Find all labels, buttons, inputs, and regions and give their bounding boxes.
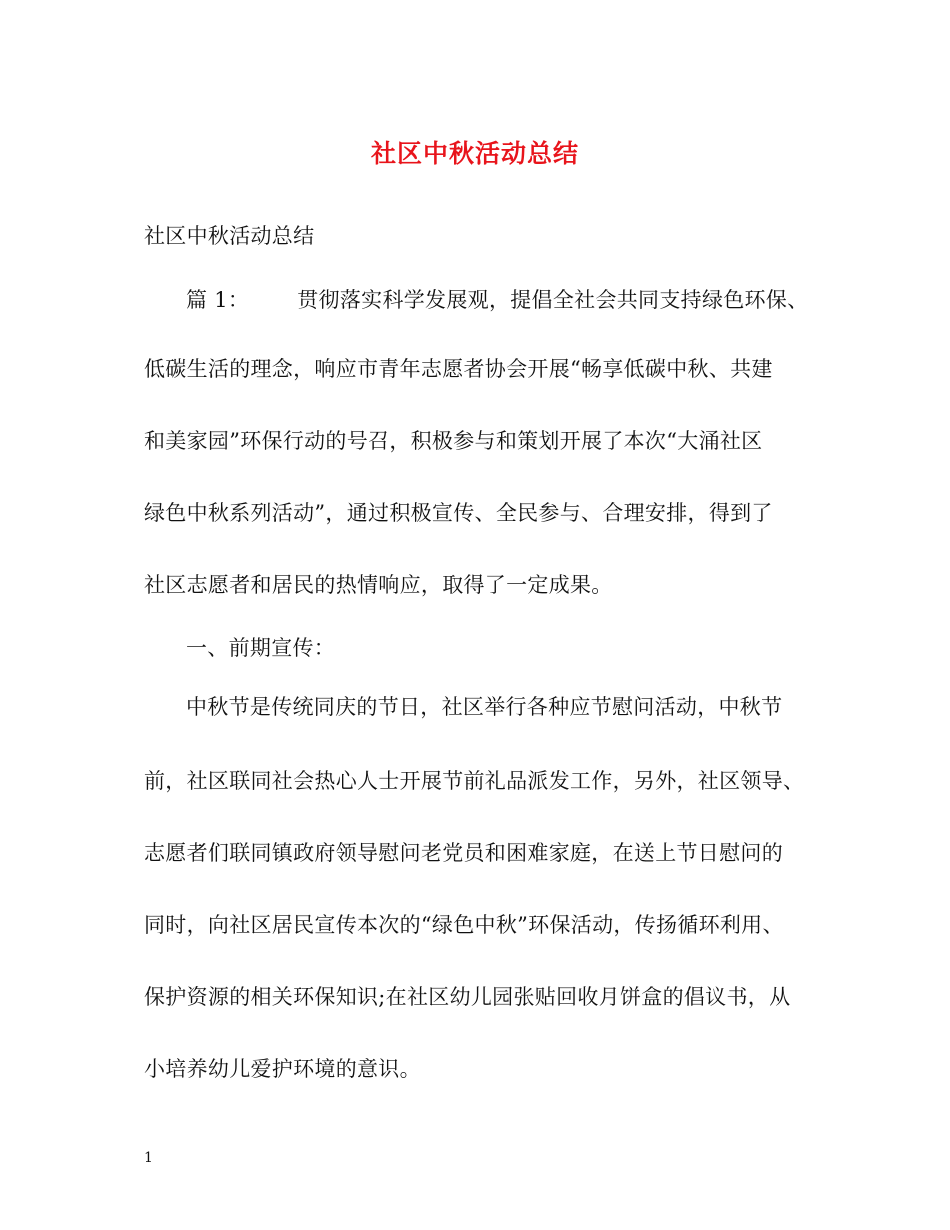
paragraph-line: 绿色中秋系列活动”，通过积极宣传、全民参与、合理安排，得到了 (144, 501, 773, 525)
paragraph-line: 社区志愿者和居民的热情响应，取得了一定成果。 (144, 573, 613, 597)
paragraph-line (186, 290, 808, 311)
paragraph-line: 保护资源的相关环保知识;在社区幼儿园张贴回收月饼盒的倡议书，从 (144, 985, 791, 1009)
paragraph-line: 小培养幼儿爱护环境的意识。 (144, 1057, 421, 1081)
paragraph-line: 志愿者们联同镇政府领导慰问老党员和困难家庭，在送上节日慰问的 (144, 841, 783, 865)
article-label: 篇 1： (186, 288, 250, 312)
paragraph-line: 和美家园”环保行动的号召，积极参与和策划开展了本次“大涌社区 (144, 429, 763, 453)
document-title: 社区中秋活动总结 (370, 139, 579, 168)
paragraph-line: 中秋节是传统同庆的节日，社区举行各种应节慰问活动，中秋节 (186, 695, 783, 719)
paragraph-line: 同时，向社区居民宣传本次的“绿色中秋”环保活动，传扬循环利用、 (144, 913, 784, 937)
section-heading: 一、前期宣传： (186, 636, 336, 660)
document-subtitle: 社区中秋活动总结 (144, 224, 315, 248)
line-text: 贯彻落实科学发展观，提倡全社会共同支持绿色环保、 (297, 288, 809, 312)
paragraph-line: 前，社区联同社会热心人士开展节前礼品派发工作，另外，社区领导、 (144, 769, 805, 793)
page-number: 1 (144, 1150, 153, 1166)
paragraph-line: 低碳生活的理念，响应市青年志愿者协会开展“畅享低碳中秋、共建 (144, 357, 773, 381)
